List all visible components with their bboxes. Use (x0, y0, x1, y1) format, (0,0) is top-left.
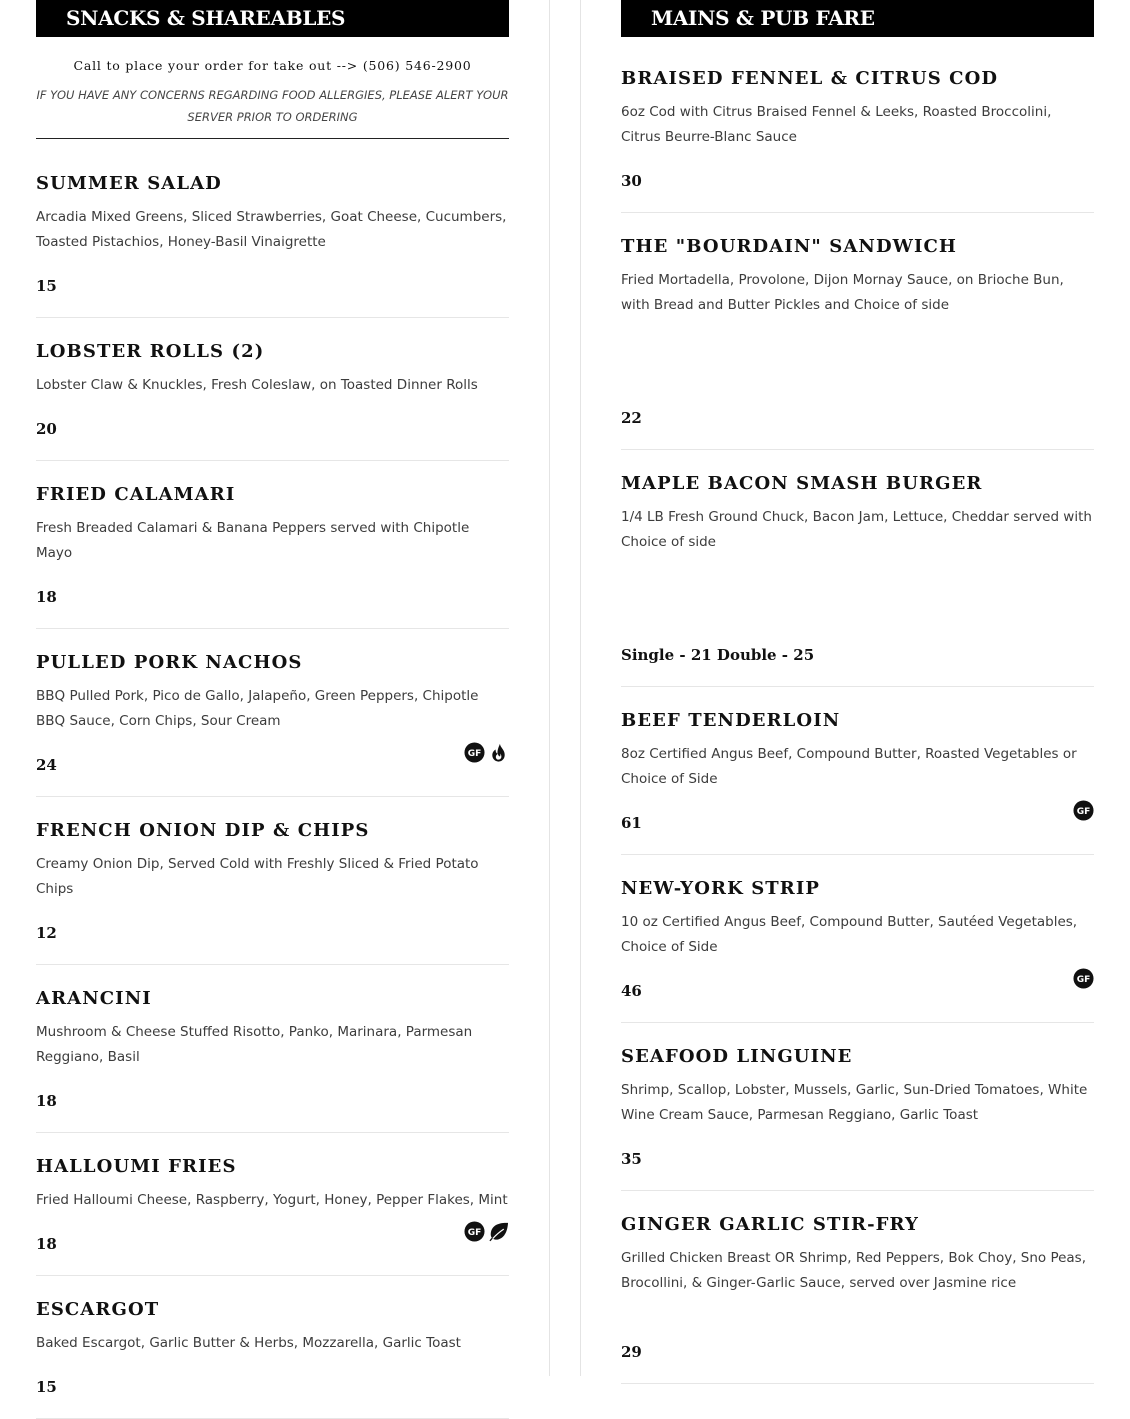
section-title-snacks: SNACKS & SHAREABLES (36, 0, 509, 37)
menu-item-name: NEW-YORK STRIP (621, 878, 821, 899)
svg-text:GF: GF (467, 1227, 482, 1238)
menu-item-description: BBQ Pulled Pork, Pico de Gallo, Jalapeño, Green Peppers, Chipotle BBQ Sauce, Corn Chips, Sour Cream (36, 688, 479, 729)
menu-item-name: FRIED CALAMARI (36, 484, 236, 505)
snacks-item-list (36, 139, 509, 1419)
menu-item-description: Arcadia Mixed Greens, Sliced Strawberries, Goat Cheese, Cucumbers, Toasted Pistachios, Honey-Basil Vinaigrette (36, 209, 507, 250)
menu-item-description: 10 oz Certified Angus Beef, Compound Butter, Sautéed Vegetables, Choice of Side (621, 914, 1078, 955)
menu-item-spacer (36, 1070, 509, 1132)
menu-item (621, 687, 1094, 855)
column-divider-left (549, 0, 550, 1376)
menu-item-name: THE "BOURDAIN" SANDWICH (621, 236, 958, 257)
menu-item-description: Fried Halloumi Cheese, Raspberry, Yogurt, Honey, Pepper Flakes, Mint (36, 1192, 508, 1208)
menu-item-description: Grilled Chicken Breast OR Shrimp, Red Peppers, Bok Choy, Sno Peas, Brocollini, & Ginger-Garlic Sauce, served over Jasmine rice (621, 1250, 1087, 1291)
menu-item (621, 450, 1094, 687)
menu-item-spacer (36, 1213, 509, 1275)
column-divider-right (580, 0, 581, 1376)
menu-item-spacer (36, 1356, 509, 1418)
menu-item-description: 1/4 LB Fresh Ground Chuck, Bacon Jam, Lettuce, Cheddar served with Choice of side (621, 509, 1092, 550)
dietary-badges (464, 742, 509, 768)
menu-item-spacer (621, 150, 1094, 212)
menu-item (36, 318, 509, 461)
spicy-flame-icon (488, 742, 509, 768)
menu-item-description: 6oz Cod with Citrus Braised Fennel & Leeks, Roasted Broccolini, Citrus Beurre-Blanc Sauce (621, 104, 1052, 145)
menu-item-spacer (36, 734, 509, 796)
dietary-badges (464, 1221, 509, 1247)
mains-column (621, 0, 1094, 1384)
menu-item-spacer (36, 566, 509, 628)
menu-item-spacer (621, 960, 1094, 1022)
menu-item (621, 213, 1094, 450)
menu-item-name: MAPLE BACON SMASH BURGER (621, 473, 983, 494)
menu-item-description: Baked Escargot, Garlic Butter & Herbs, Mozzarella, Garlic Toast (36, 1335, 461, 1351)
menu-item-price: 15 (36, 277, 57, 295)
menu-item-spacer (36, 398, 509, 460)
menu-item-spacer (36, 902, 509, 964)
menu-item-price: 20 (36, 420, 57, 438)
menu-item-spacer (36, 255, 509, 317)
menu-item (36, 461, 509, 629)
vegetarian-leaf-icon (488, 1221, 509, 1247)
menu-item (36, 1133, 509, 1276)
menu-item-name: PULLED PORK NACHOS (36, 652, 303, 673)
menu-item-price: 29 (621, 1343, 642, 1361)
gluten-free-icon (464, 742, 485, 768)
menu-item (621, 855, 1094, 1023)
menu-item (36, 139, 509, 318)
mains-item-list (621, 37, 1094, 1384)
svg-text:GF: GF (1076, 974, 1091, 985)
dietary-badges (1073, 968, 1094, 994)
menu-item-spacer (621, 555, 1094, 686)
gluten-free-icon (464, 1221, 485, 1247)
menu-item (36, 797, 509, 965)
menu-item-spacer (621, 1296, 1094, 1383)
menu-item-spacer (621, 1128, 1094, 1190)
menu-item-name: SEAFOOD LINGUINE (621, 1046, 853, 1067)
menu-item (621, 1191, 1094, 1384)
menu-item-description: Creamy Onion Dip, Served Cold with Freshly Sliced & Fried Potato Chips (36, 856, 479, 897)
menu-item-price: 15 (36, 1378, 57, 1396)
menu-item-name: GINGER GARLIC STIR-FRY (621, 1214, 920, 1235)
snacks-column (36, 0, 509, 1419)
menu-item (621, 37, 1094, 213)
menu-item (36, 629, 509, 797)
menu-item-price: 61 (621, 814, 642, 832)
menu-item-name: ARANCINI (36, 988, 152, 1009)
menu-item-price: 12 (36, 924, 57, 942)
menu-item-description: 8oz Certified Angus Beef, Compound Butter, Roasted Vegetables or Choice of Side (621, 746, 1077, 787)
menu-item-name: ESCARGOT (36, 1299, 160, 1320)
menu-item-price: Single - 21 Double - 25 (621, 646, 815, 664)
menu-item-name: LOBSTER ROLLS (2) (36, 341, 265, 362)
menu-item-name: BEEF TENDERLOIN (621, 710, 841, 731)
menu-item-price: 24 (36, 756, 57, 774)
menu-item-price: 46 (621, 982, 642, 1000)
menu-item-price: 30 (621, 172, 642, 190)
menu-item-price: 18 (36, 1235, 57, 1253)
menu-item-description: Shrimp, Scallop, Lobster, Mussels, Garlic, Sun-Dried Tomatoes, White Wine Cream Sauce, Parmesan Reggiano, Garlic Toast (621, 1082, 1088, 1123)
menu-item-spacer (621, 792, 1094, 854)
svg-text:GF: GF (467, 748, 482, 759)
menu-item-description: Lobster Claw & Knuckles, Fresh Coleslaw, on Toasted Dinner Rolls (36, 377, 478, 393)
menu-item-price: 18 (36, 588, 57, 606)
menu-item (36, 965, 509, 1133)
menu-item-price: 22 (621, 409, 642, 427)
menu-item-name: HALLOUMI FRIES (36, 1156, 237, 1177)
menu-item (36, 1276, 509, 1419)
gluten-free-icon (1073, 968, 1094, 994)
menu-item-name: BRAISED FENNEL & CITRUS COD (621, 68, 999, 89)
menu-item-description: Fresh Breaded Calamari & Banana Peppers served with Chipotle Mayo (36, 520, 470, 561)
menu-item-name: SUMMER SALAD (36, 173, 222, 194)
menu-item-price: 35 (621, 1150, 642, 1168)
section-title-mains: MAINS & PUB FARE (621, 0, 1094, 37)
allergy-notice: IF YOU HAVE ANY CONCERNS REGARDING FOOD ALLERGIES, PLEASE ALERT YOUR SERVER PRIOR TO ORDERING (36, 88, 509, 124)
svg-text:GF: GF (1076, 806, 1091, 817)
takeout-phone-notice: Call to place your order for take out --> (506) 546-2900 (73, 58, 472, 73)
menu-item-name: FRENCH ONION DIP & CHIPS (36, 820, 370, 841)
menu-item (621, 1023, 1094, 1191)
menu-item-description: Mushroom & Cheese Stuffed Risotto, Panko, Marinara, Parmesan Reggiano, Basil (36, 1024, 473, 1065)
menu-item-price: 18 (36, 1092, 57, 1110)
gluten-free-icon (1073, 800, 1094, 826)
menu-item-description: Fried Mortadella, Provolone, Dijon Mornay Sauce, on Brioche Bun, with Bread and Butter Pickles and Choice of side (621, 272, 1064, 313)
dietary-badges (1073, 800, 1094, 826)
menu-item-spacer (621, 318, 1094, 449)
